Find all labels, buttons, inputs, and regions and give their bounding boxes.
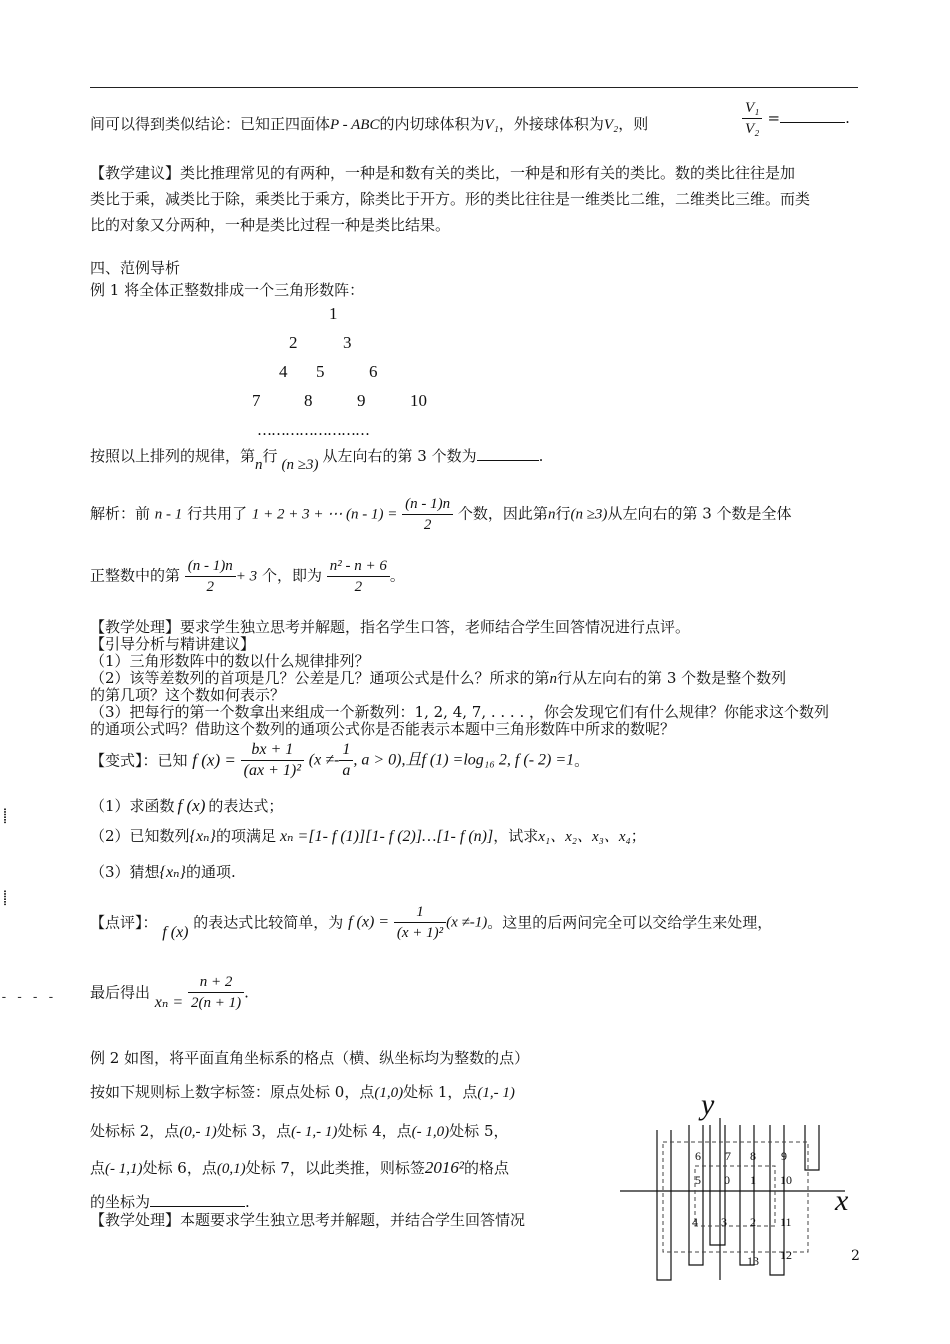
binding-mark: …… — [0, 890, 15, 906]
answer-blank — [150, 1206, 245, 1207]
guide-item: 的通项公式吗？借助这个数列的通项公式你是否能表示本题中三角形数阵中所求的数呢？ — [90, 720, 676, 738]
triangle-cell: 7 — [252, 391, 261, 410]
ex2-text-c: 处标 7，以此类推，则标签 — [245, 1159, 425, 1177]
ex2-text: 的坐标为 — [90, 1193, 151, 1211]
solution-text-b: 行共用了 — [187, 504, 248, 523]
example2-line-4 — [90, 1158, 509, 1179]
fig-label: 1 — [750, 1173, 756, 1187]
fraction-numerator: (n - 1)n — [185, 556, 236, 577]
solution-text-d: 行 — [555, 504, 571, 523]
guide-title: 【引导分析与精讲建议】 — [90, 635, 256, 653]
fig-label: 6 — [695, 1149, 701, 1163]
suggestion-line: 类比于乘，减类比于除，乘类比于乘方，除类比于开方。形的类比往往是一维类比二维，二维类比三维。而类 — [90, 190, 811, 208]
solution-text: 正整数中的第 — [90, 566, 181, 585]
example2-line-2 — [90, 1082, 515, 1103]
q3-text: （3）猜想 — [90, 863, 160, 881]
cond-numerator: 1 — [339, 740, 353, 761]
answer-blank — [477, 460, 539, 461]
q2-end: ； — [630, 827, 646, 845]
point-m1-1: (- 1,1) — [105, 1161, 143, 1177]
ex2-text-c: 处标 4，点 — [337, 1122, 412, 1140]
v1-symbol: V₁ — [484, 117, 499, 133]
intro-text-d: ，则 — [618, 115, 649, 133]
q2-sequence: {xₙ} — [189, 828, 216, 845]
triangle-cell: 10 — [410, 391, 427, 410]
result-numerator: n + 2 — [188, 972, 244, 993]
plus-three: + 3 — [235, 568, 258, 585]
guide-item-text-b: 行从左向右的第 3 个数是整个数列 — [557, 669, 787, 687]
teaching-process: 【教学处理】要求学生独立思考并解题，指名学生口答，老师结合学生回答情况进行点评。 — [90, 618, 691, 636]
fig-label: 3 — [721, 1215, 727, 1229]
point-m1-m1: (- 1,- 1) — [291, 1124, 338, 1140]
intro-text-b: 的内切球体积为 — [379, 115, 485, 133]
spiral-bar — [657, 1130, 671, 1280]
variant-q3 — [90, 862, 236, 883]
ex2-end: . — [245, 1193, 250, 1211]
q1-text-b: 的表达式； — [208, 797, 284, 815]
guide-item-text: （2）该等差数列的首项是几？公差是几？通项公式是什么？所求的第 — [90, 669, 550, 687]
comment-fx2: f (x) = — [348, 913, 390, 931]
ex2-text-b: 处标 3，点 — [216, 1122, 292, 1140]
q1-fx: f (x) — [177, 796, 206, 815]
intro-text: 间可以得到类似结论：已知正四面体 — [90, 115, 331, 133]
function-fx: f (x) = — [192, 750, 236, 770]
point-0-m1: (0,- 1) — [179, 1124, 217, 1140]
answer-blank — [780, 122, 845, 123]
triangle-cell: 9 — [357, 391, 366, 410]
guide-item: 的第几项？这个数如何表示？ — [90, 686, 286, 704]
variant-q2 — [90, 826, 646, 847]
comment-label: 【点评】： — [90, 913, 158, 932]
solution-end: 。 — [389, 566, 405, 585]
spiral-bar — [740, 1125, 754, 1265]
spiral-inner-square — [695, 1166, 775, 1226]
solution-line-2 — [90, 556, 405, 597]
triangle-cell: 3 — [343, 333, 352, 352]
fig-label: 5 — [695, 1173, 701, 1187]
question-end: . — [538, 447, 544, 465]
fraction-denominator: 2 — [206, 579, 215, 595]
example1-intro: 例 1 将全体正整数排成一个三角形数阵： — [90, 281, 365, 299]
fig-label: 0 — [724, 1173, 730, 1187]
triangle-cell: 8 — [304, 391, 313, 410]
section-title: 四、范例导析 — [90, 259, 181, 277]
triangle-cell: 4 — [279, 362, 288, 381]
question-text-c: 从左向右的第 3 个数为 — [322, 447, 477, 465]
ex2-text-d: 处标 5， — [449, 1122, 509, 1140]
binding-mark: - - - - — [0, 990, 55, 1005]
x-axis-label: x — [835, 1184, 849, 1217]
comment-result — [90, 972, 249, 1013]
n-condition: (n ≥3) — [570, 506, 608, 523]
q2-text-b: 的项满足 — [215, 827, 276, 845]
ratio-numerator: V₁ — [742, 98, 762, 119]
fig-label: 12 — [780, 1248, 792, 1262]
fig-label: 13 — [747, 1254, 759, 1268]
fig-label: 2 — [750, 1215, 756, 1229]
y-axis-label: y — [701, 1088, 715, 1121]
question-text: 按照以上排列的规律，第 — [90, 447, 256, 465]
comment-numerator: 1 — [394, 902, 446, 923]
page-number: 2 — [851, 1248, 860, 1264]
n-variable: n — [255, 457, 263, 473]
example2-line-3 — [90, 1121, 508, 1142]
result-denominator: 2 — [354, 579, 363, 595]
example2-line-6: 【教学处理】本题要求学生独立思考并解题，并结合学生回答情况 — [90, 1211, 526, 1229]
triangle-dots: …………………… — [257, 421, 369, 439]
fraction-denominator: 2 — [423, 517, 432, 533]
solution-text-c: 个数，因此第 — [457, 504, 548, 523]
ex2-text: 处标标 2，点 — [90, 1122, 180, 1140]
example2-line-1: 例 2 如图，将平面直角坐标系的格点（横、纵坐标均为整数的点） — [90, 1049, 530, 1067]
q2-text: （2）已知数列 — [90, 827, 190, 845]
comment-denominator: (x + 1)² — [396, 925, 444, 941]
variant-line — [90, 740, 589, 781]
q3-text-b: 的通项. — [185, 863, 236, 881]
fx-numerator: bx + 1 — [241, 740, 304, 761]
result-denominator: 2(n + 1) — [190, 995, 242, 1011]
solution-text: 解析：前 — [90, 504, 151, 523]
ratio-denominator: V₂ — [745, 121, 760, 137]
fig-label: 10 — [780, 1173, 792, 1187]
ex2-text-b: 处标 6，点 — [142, 1159, 217, 1177]
q2-formula: xₙ =[1- f (1)][1- f (2)]…[1- f (n)] — [279, 828, 494, 845]
point-m1-0: (- 1,0) — [411, 1124, 450, 1140]
sum-expression: 1 + 2 + 3 + ⋯ (n - 1) = — [251, 506, 398, 523]
spiral-bar — [689, 1125, 703, 1265]
fig-label: 8 — [750, 1149, 756, 1163]
q3-sequence: {xₙ} — [159, 864, 186, 881]
fig-label: 4 — [692, 1215, 698, 1229]
binding-mark: …… — [0, 808, 15, 824]
comment-text: 的表达式比较简单，为 — [193, 913, 344, 932]
ex2-text-b: 处标 1，点 — [403, 1083, 478, 1101]
suggestion-line: 比的对象又分两种，一种是类比过程一种是类比结果。 — [90, 216, 451, 234]
suggestion-line: 【教学建议】类比推理常见的有两种，一种是和数有关的类比，一种是和形有关的类比。数的类比往往是加 — [90, 164, 796, 182]
fig-label: 7 — [725, 1149, 731, 1163]
result-numerator: n² - n + 6 — [327, 556, 390, 577]
fraction-numerator: (n - 1)n — [402, 494, 453, 515]
variant-end: 。 — [574, 751, 590, 770]
triangle-cell: 2 — [289, 333, 298, 352]
n-variable: n — [549, 671, 558, 687]
ex2-text: 按如下规则标上数字标签：原点处标 0，点 — [90, 1083, 375, 1101]
n-condition: (n ≥3) — [281, 457, 319, 473]
n-variable: n — [547, 506, 556, 523]
comment-end: . — [244, 983, 249, 1002]
spiral-bar — [805, 1125, 819, 1170]
equals-sign: = — [767, 109, 781, 127]
intro-line — [90, 114, 648, 135]
comment-fx: f (x) — [162, 923, 189, 941]
variant-q1 — [90, 796, 283, 816]
solution-line-1 — [90, 494, 792, 535]
comment-text-b: 。这里的后两问完全可以交给学生来处理， — [487, 913, 773, 932]
fig-label: 9 — [781, 1149, 787, 1163]
n-minus-1: n - 1 — [154, 506, 183, 523]
v2-symbol: V₂ — [603, 117, 619, 133]
q1-text: （1）求函数 — [90, 797, 175, 815]
variant-label: 【变式】：已知 — [90, 751, 188, 770]
triangle-cell: 1 — [329, 304, 338, 323]
xn-expression: xₙ = — [154, 993, 184, 1011]
comment-text-c: 最后得出 — [90, 983, 151, 1002]
guide-item: （3）把每行的第一个数拿出来组成一个新数列：1, 2, 4, 7, . . . . ，你会发现它们有什么规律？你能求这个数列 — [90, 703, 830, 721]
condition-c: 且f (1) =log₁₆ 2, f (- 2) =1 — [405, 751, 575, 769]
solution-text-e: 从左向右的第 3 个数是全体 — [607, 504, 792, 523]
condition-b: , a > 0), — [353, 751, 406, 769]
triangle-cell: 5 — [316, 362, 325, 381]
comment-condition: (x ≠-1) — [446, 914, 488, 931]
header-rule — [90, 87, 858, 88]
intro-text-c: ，外接球体积为 — [498, 115, 604, 133]
point-1-0: (1,0) — [374, 1085, 404, 1101]
point-1-m1: (1,- 1) — [477, 1085, 515, 1101]
q2-text-c: ，试求 — [493, 827, 539, 845]
point-0-1: (0,1) — [216, 1161, 246, 1177]
example2-line-5 — [90, 1192, 250, 1212]
example1-question — [90, 446, 544, 473]
cond-denominator: a — [342, 762, 351, 779]
label-2016-squared: 2016² — [424, 1158, 465, 1177]
volume-ratio: $\frac{\text{V₁}}{\text{V₂}}$ = . — [742, 98, 850, 139]
tetrahedron-label: P - ABC — [330, 117, 380, 133]
condition-a: (x ≠- — [308, 751, 340, 769]
guide-item: （1）三角形数阵中的数以什么规律排列？ — [90, 652, 370, 670]
q2-terms: x₁、x₂、x₃、x₄ — [538, 829, 631, 845]
teaching-suggestion — [90, 160, 810, 238]
question-text-b: 行 — [262, 447, 278, 465]
ex2-text-d: 的格点 — [464, 1159, 510, 1177]
solution-text-b: 个，即为 — [261, 566, 322, 585]
fx-denominator: (ax + 1)² — [243, 762, 301, 779]
lattice-spiral-figure — [615, 1080, 875, 1290]
triangle-cell: 6 — [369, 362, 378, 381]
fig-label: 11 — [780, 1215, 792, 1229]
comment-line — [90, 902, 772, 943]
ex2-text: 点 — [90, 1159, 106, 1177]
